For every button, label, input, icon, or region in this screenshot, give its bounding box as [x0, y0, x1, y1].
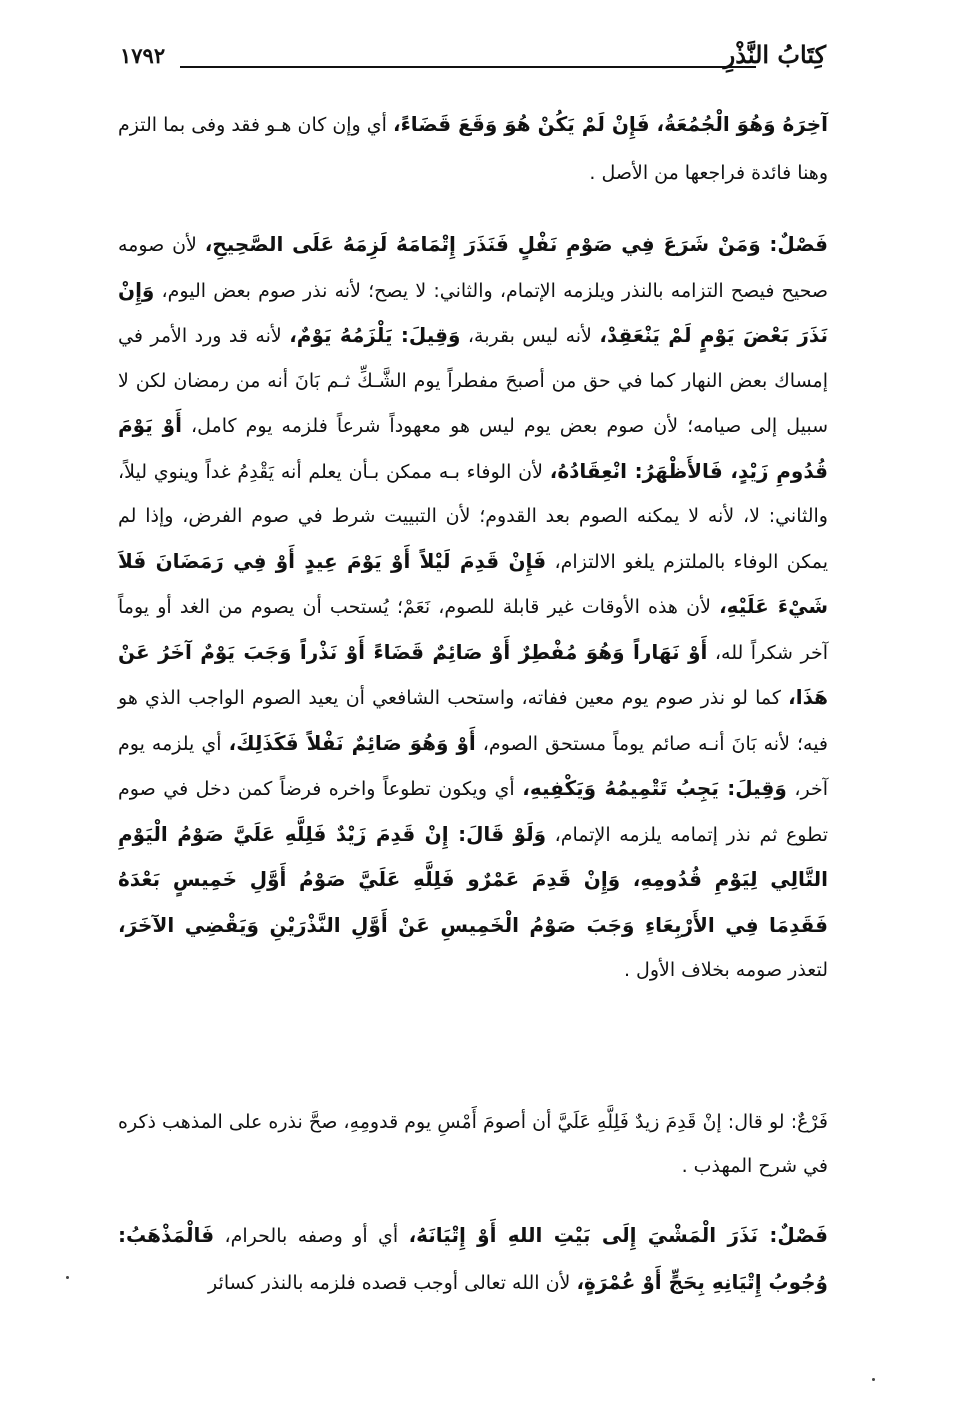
- commentary-text: لأن الله تعالى أوجب قصده فلزمه بالنذر كسائر: [208, 1272, 577, 1294]
- paragraph-far: [118, 1100, 828, 1188]
- commentary-text: أي أو وصفه بالحرام،: [214, 1225, 409, 1247]
- commentary-text: أي ويكون تطوعاً واخره فرضاً كمن دخل في صوم تطوع ثم نذر إتمامه يلزمه الإتمام،: [118, 778, 828, 846]
- matn-text: أَوْ وَهُوَ صَائِمٌ نَفْلاً فَكَذَلِكَ،: [228, 730, 476, 755]
- matn-text: وَلَوْ قَالَ: إِنْ قَدِمَ زَيْدٌ فَلِلَّهِ عَلَيَّ صَوْمُ الْيَوْمِ التَّالِي لِيَوْمِ قُدُومِهِ، وَإِنْ قَدِمَ عَمْرٌو فَلِلَّهِ عَلَيَّ صَوْمُ أَوَّلِ خَمِيسٍ بَعْدَهُ فَقَدِمَا فِي الأَرْبِعَاءِ وَجَبَ صَوْمُ الْخَمِيسِ عَنْ أَوَّلِ النَّذْرَيْنِ وَيَقْضِي الآخَرَ،: [118, 821, 828, 937]
- commentary-text: فَرْعٌ: لو قال: إنْ قَدِمَ زيدٌ فَلِلَّهِ عَلَيَّ أن أصومَ أَمْسِ يوم قدومِهِ، صحَّ نذره على المذهب ذكره في شرح المهذب .: [118, 1111, 828, 1177]
- page-header: [120, 40, 826, 76]
- commentary-text: لأنه قد ورد الأمر في إمساك بعض النهار كما في حق من أصبحَ مفطراً يوم الشَّـكِّ ثـم بَانَ أنه من رمضان لكن لا سبيل إلى صيامه؛ لأن صوم بعض يوم ليس هو معهوداً شرعاً فلزمه يوم كامل،: [118, 325, 828, 437]
- matn-text: فَصْلٌ: وَمَنْ شَرَعَ فِي صَوْمِ نَفْلٍ فَنَذَرَ إِتْمَامَهُ لَزِمَهُ عَلَى الصَّحِيحِ،: [204, 232, 828, 256]
- commentary-text: لأن صومه صحيح فيصح التزامه بالنذر ويلزمه الإتمام، والثاني: لا يصح؛ لأنه نذر صوم بعض اليوم،: [118, 234, 828, 302]
- scan-speck: [872, 1378, 875, 1381]
- matn-text: فَصْلٌ: نَذَرَ الْمَشْيَ إِلَى بَيْتِ اللهِ أَوْ إِتْيَانَهُ،: [408, 1223, 828, 1247]
- commentary-text: كما لو نذر صوم يوم معين ففاته، واستحب الشافعي أن يعيد الصوم الواجب الذي هو فيه؛ لأنه بَانَ أنـه صائم يوماً مستحق الصوم،: [118, 687, 829, 755]
- commentary-text: لأن هذه الأوقات غير قابلة للصوم، نَعَمْ؛ يُستحب أن يصوم من الغد أو يوماً آخر شكراً لله،: [118, 596, 829, 664]
- matn-text: أَوْ يَوْمَ قُدُومِ زَيْدٍ، فَالأَظْهَرُ: انْعِقَادُهُ،: [118, 413, 828, 483]
- matn-text: وَقِيلَ: يَجِبُ تَتْمِيمُهُ وَيَكْفِيهِ،: [522, 776, 787, 800]
- commentary-text: لأنه ليس بقربة،: [460, 325, 600, 347]
- page-number: ١٧٩٢: [120, 43, 166, 68]
- scan-speck: [66, 1276, 69, 1279]
- commentary-text: لأن الوفاء بـه ممكن بـأن يعلم أنه يَقْدِمُ غداً وينوي ليلاً، والثاني: لا، لأنه لا يمكنه الصوم بعد القدوم؛ لأن التبييت شرط في صوم الفرض، وإذا لم يمكن الوفاء بالملتزم يلغو الالتزام،: [118, 460, 828, 573]
- header-rule: [180, 66, 756, 68]
- paragraph-fasl-nafl-fast: [118, 222, 828, 993]
- matn-text: أَوْ نَهَاراً وَهُوَ مُفْطِرٌ أَوْ صَائِمٌ قَضَاءً أَوْ نَذْراً وَجَبَ يَوْمٌ آخَرُ عَنْ هَذَا،: [118, 639, 828, 709]
- matn-text: فَإِنْ قَدِمَ لَيْلاً أَوْ يَوْمَ عِيدٍ أَوْ فِي رَمَضَانَ فَلاَ شَيْءَ عَلَيْهِ،: [118, 548, 829, 618]
- matn-text: وَإِنْ نَذَرَ بَعْضَ يَوْمٍ لَمْ يَنْعَقِدْ،: [118, 277, 828, 347]
- matn-text: وَقِيلَ: يَلْزَمُهُ يَوْمٌ،: [289, 323, 461, 347]
- matn-text: فَالْمَذْهَبُ: وُجُوبُ إِتْيَانِهِ بِحَجٍّ أَوْ عُمْرَةٍ،: [118, 1223, 828, 1294]
- paragraph-continuation: [118, 100, 828, 197]
- matn-text: آخِرَهُ وَهُوَ الْجُمُعَةُ، فَإِنْ لَمْ يَكُنْ هُوَ وَقَعَ قَضَاءً،: [392, 112, 828, 136]
- commentary-text: لتعذر صومه بخلاف الأول .: [623, 959, 828, 981]
- paragraph-fasl-walking: [118, 1212, 828, 1306]
- chapter-title: كِتَابُ النَّذْرِ: [723, 40, 826, 69]
- commentary-text: أي يلزمه يوم آخر،: [118, 732, 828, 800]
- commentary-text: أي وإن كان هـو فقد وفى بما التزم وهنا فائدة فراجعها من الأصل .: [118, 114, 828, 184]
